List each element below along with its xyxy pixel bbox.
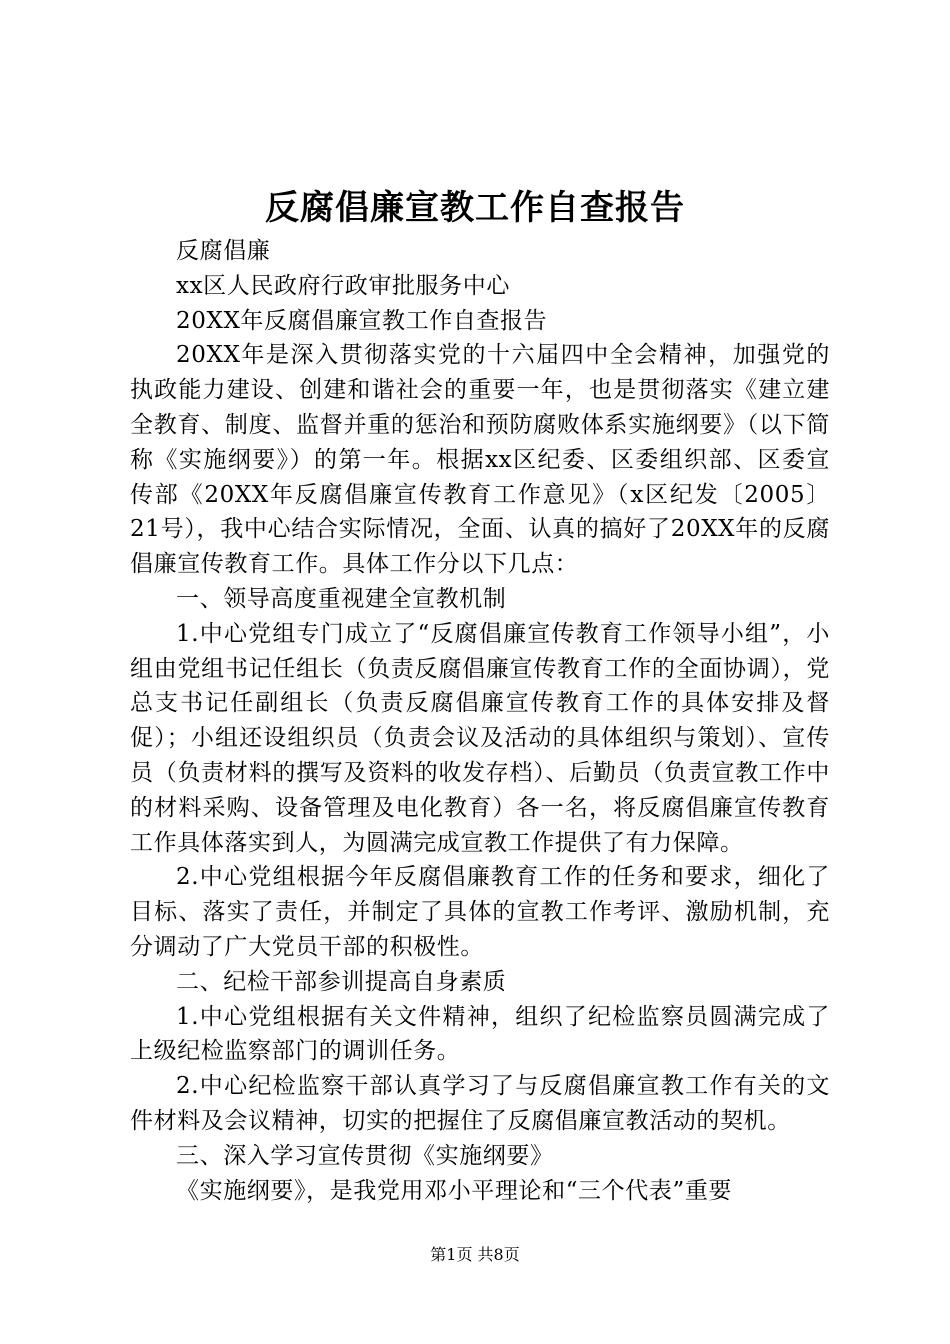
section-heading: 二、纪检干部参训提高自身素质 xyxy=(176,968,507,995)
body-paragraph: xx区人民政府行政审批服务中心 xyxy=(176,272,510,299)
body-paragraph: 20XX年反腐倡廉宣教工作自查报告 xyxy=(176,307,548,334)
body-paragraph: 2.中心党组根据今年反腐倡廉教育工作的任务和要求，细化了目标、落实了责任，并制定了具体的宣教工作考评、激励机制，充分调动了广大党员干部的积极性。 xyxy=(130,864,830,960)
page-footer: 第1页 共8页 xyxy=(430,1245,520,1264)
section-heading: 一、领导高度重视建全宣教机制 xyxy=(176,585,507,612)
body-paragraph: 反腐倡廉 xyxy=(176,238,271,264)
body-paragraph: 1.中心党组专门成立了“反腐倡廉宣传教育工作领导小组”，小组由党组书记任组长（负责反腐倡廉宣传教育工作的全面协调），党总支书记任副组长（负责反腐倡廉宣传教育工作的具体安排及督促）；小组还设组织员（负责会议及活动的具体组织与策划）、宣传员（负责材料的撰写及资料的收发存档）、后勤员（负责宣教工作中的材料采购、设备管理及电化教育）各一名，将反腐倡廉宣传教育工作具体落实到人，为圆满完成宣教工作提供了有力保障。 xyxy=(130,620,830,856)
body-paragraph: 20XX年是深入贯彻落实党的十六届四中全会精神，加强党的执政能力建设、创建和谐社会的重要一年，也是贯彻落实《建立建全教育、制度、监督并重的惩治和预防腐败体系实施纲要》（以下简称《实施纲要》）的第一年。根据xx区纪委、区委组织部、区委宣传部《20XX年反腐倡廉宣传教育工作意见》（x区纪发〔2005〕21号），我中心结合实际情况，全面、认真的搞好了20XX年的反腐倡廉宣传教育工作。具体工作分以下几点： xyxy=(130,342,830,578)
document-body xyxy=(130,234,830,1208)
body-paragraph: 《实施纲要》，是我党用邓小平理论和“三个代表”重要 xyxy=(176,1177,733,1204)
body-paragraph: 1.中心党组根据有关文件精神，组织了纪检监察员圆满完成了上级纪检监察部门的调训任务。 xyxy=(130,1003,830,1065)
section-heading: 三、深入学习宣传贯彻《实施纲要》 xyxy=(176,1142,554,1169)
body-paragraph: 2.中心纪检监察干部认真学习了与反腐倡廉宣教工作有关的文件材料及会议精神，切实的把握住了反腐倡廉宣教活动的契机。 xyxy=(130,1073,830,1134)
document-title: 反腐倡廉宣教工作自查报告 xyxy=(265,188,685,228)
